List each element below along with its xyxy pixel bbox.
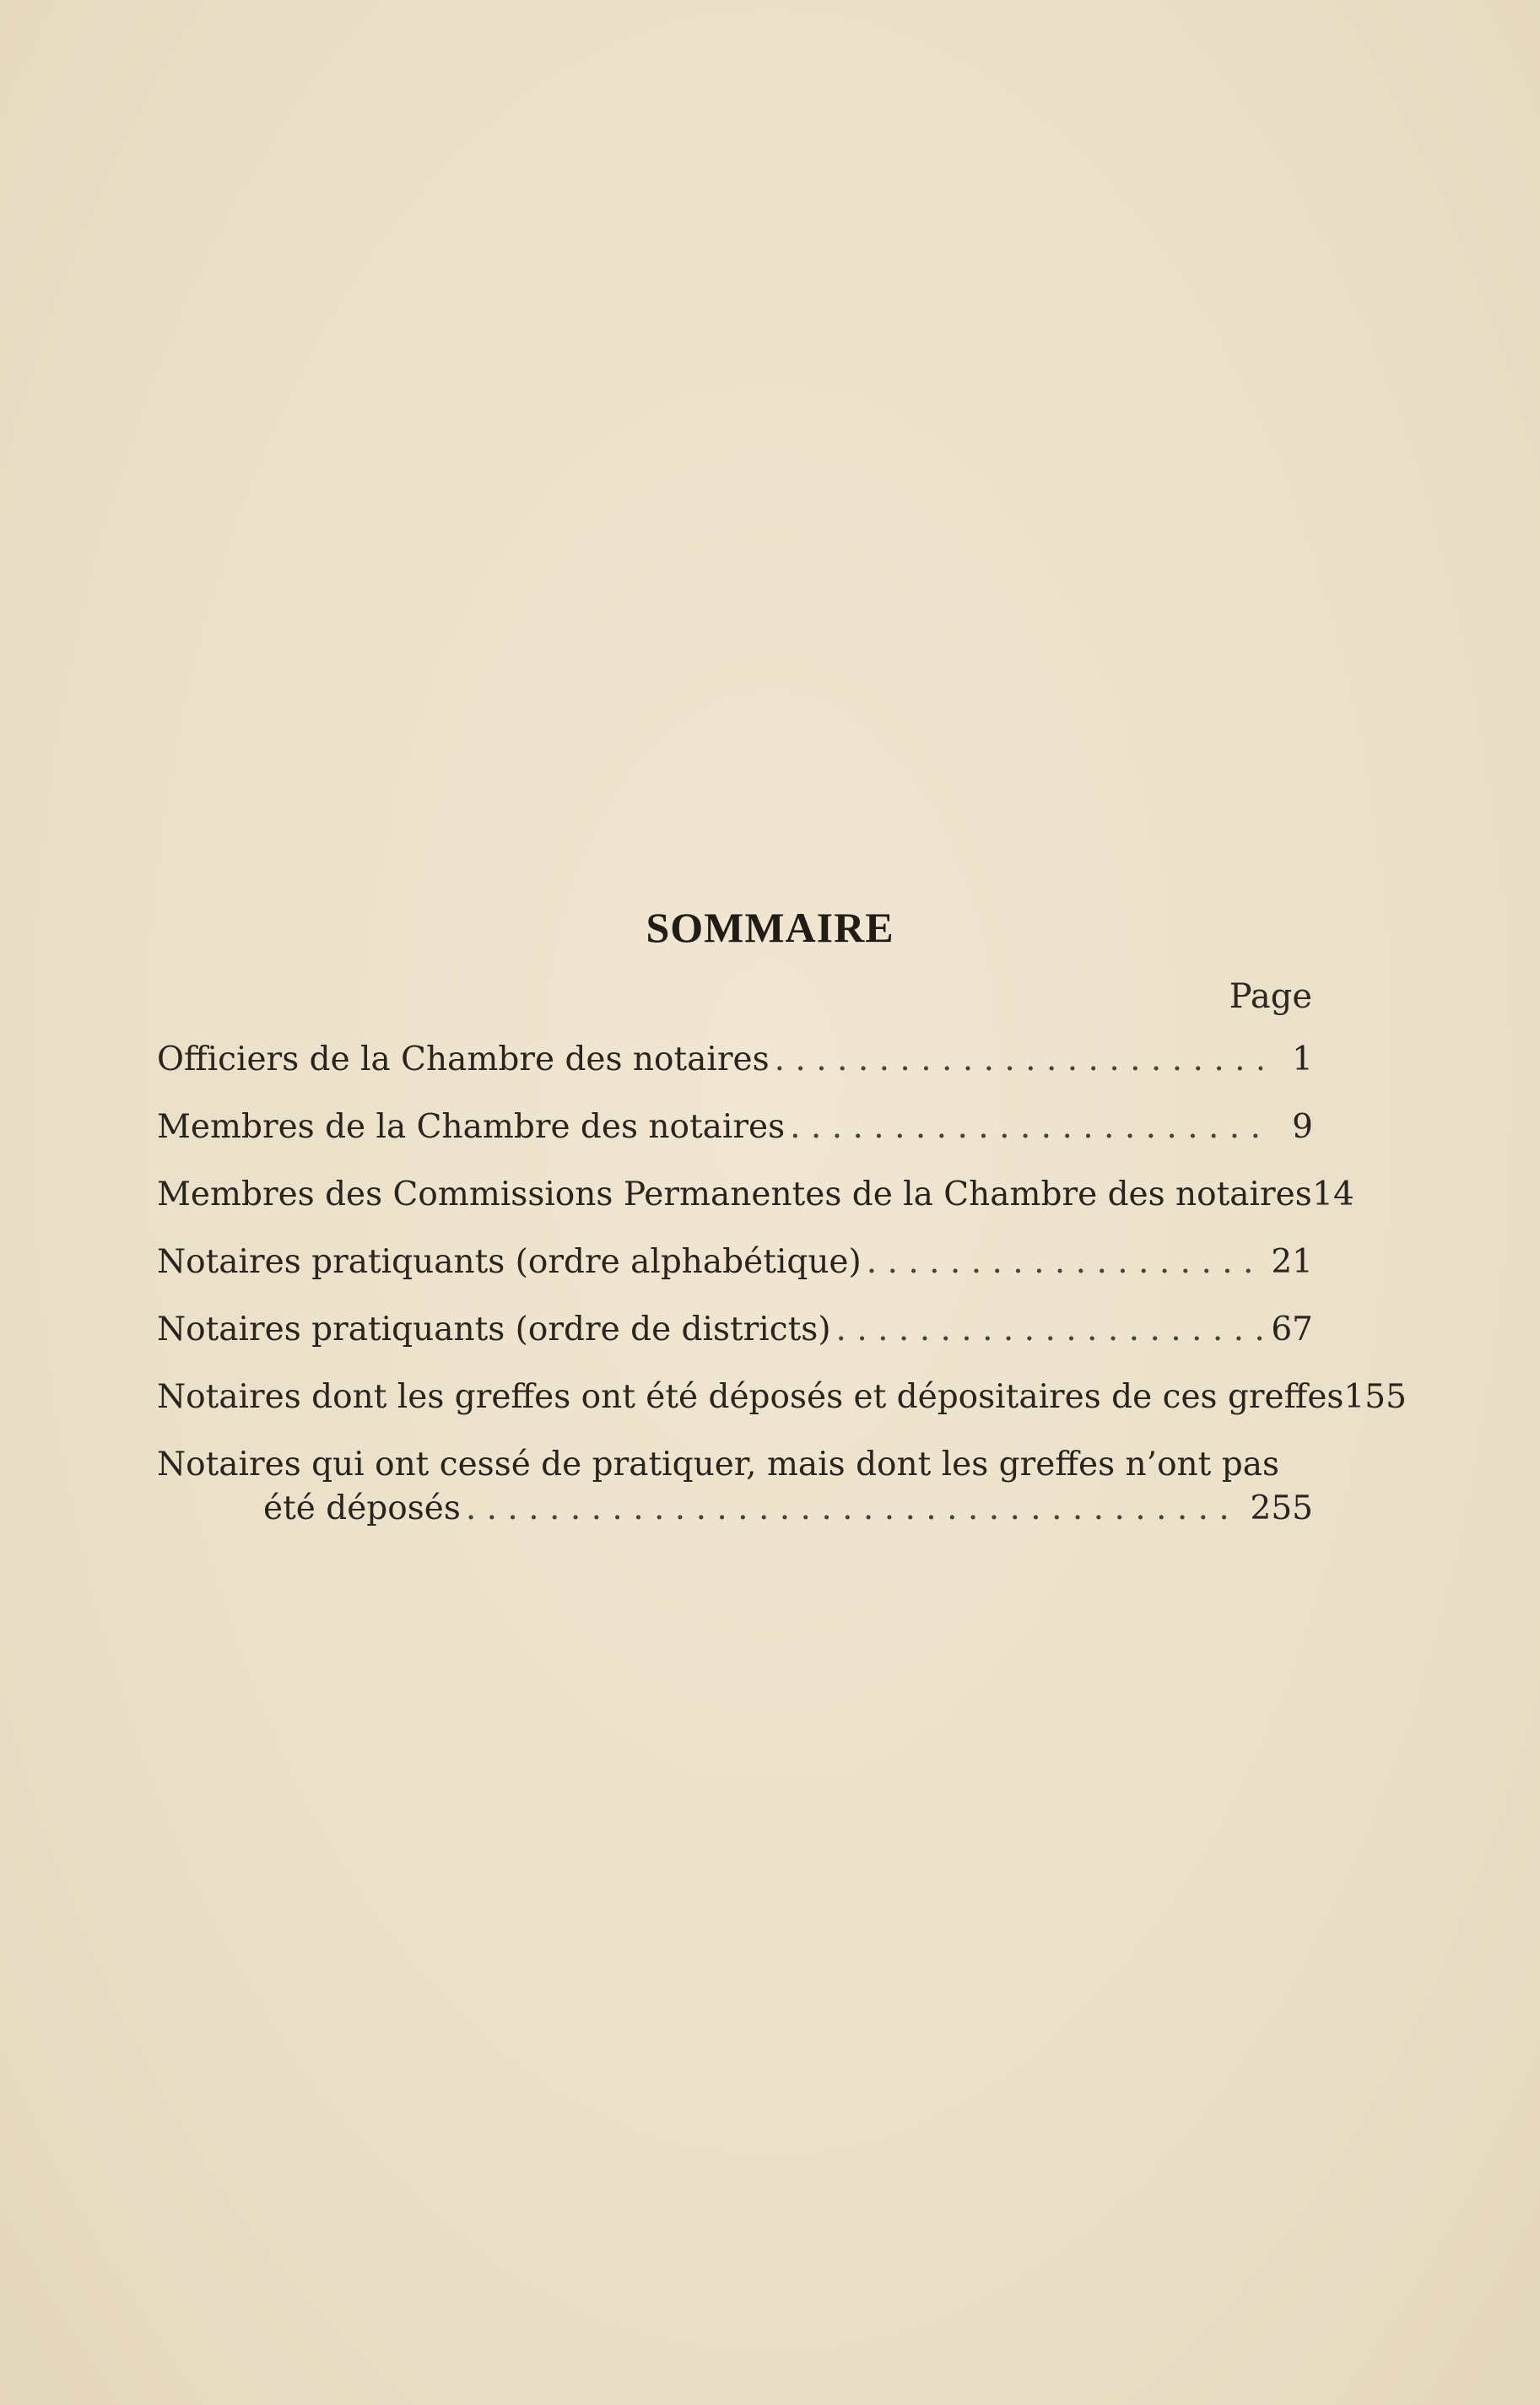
toc-entry-page: 14 — [1312, 1175, 1354, 1213]
toc-entry-title-line2: été déposés — [263, 1489, 461, 1527]
page-title: SOMMAIRE — [646, 904, 894, 951]
dot-leader — [867, 1240, 1262, 1284]
toc-entry-page: 67 — [1271, 1311, 1313, 1348]
toc-entry-page: 1 — [1292, 1040, 1313, 1078]
toc-entry-title: Notaires pratiquants (ordre de districts) — [157, 1311, 831, 1348]
toc-entry-title-line1: Notaires qui ont cessé de pratiquer, mais dont les greffes n’ont pas — [157, 1446, 1279, 1484]
toc-entry — [157, 1240, 1313, 1308]
dot-leader — [836, 1308, 1262, 1352]
toc-entry-title: Notaires pratiquants (ordre alphabétique) — [157, 1243, 862, 1281]
toc-entry-continuation — [157, 1487, 1313, 1531]
table-of-contents — [157, 1038, 1407, 1531]
toc-entry-page: 9 — [1292, 1108, 1313, 1146]
toc-entry — [157, 1443, 1313, 1531]
toc-entry — [157, 1038, 1313, 1105]
toc-entry-page: 155 — [1343, 1378, 1407, 1416]
toc-entry — [157, 1105, 1313, 1173]
toc-entry — [157, 1173, 1354, 1240]
toc-entry-page: 255 — [1250, 1489, 1313, 1527]
toc-entry-title: Officiers de la Chambre des notaires — [157, 1040, 770, 1078]
toc-entry-title: Membres de la Chambre des notaires — [157, 1108, 786, 1146]
toc-entry-page: 21 — [1271, 1243, 1313, 1281]
toc-entry — [157, 1375, 1407, 1443]
toc-entry — [157, 1308, 1313, 1375]
dot-leader — [775, 1038, 1262, 1082]
page-column-header: Page — [1229, 977, 1312, 1016]
dot-leader — [790, 1105, 1262, 1149]
dot-leader — [466, 1487, 1242, 1531]
toc-entry-title: Membres des Commissions Permanentes de la Chambre des notaires — [157, 1175, 1312, 1213]
toc-entry-title: Notaires dont les greffes ont été déposés et dépositaires de ces greffes — [157, 1378, 1344, 1416]
